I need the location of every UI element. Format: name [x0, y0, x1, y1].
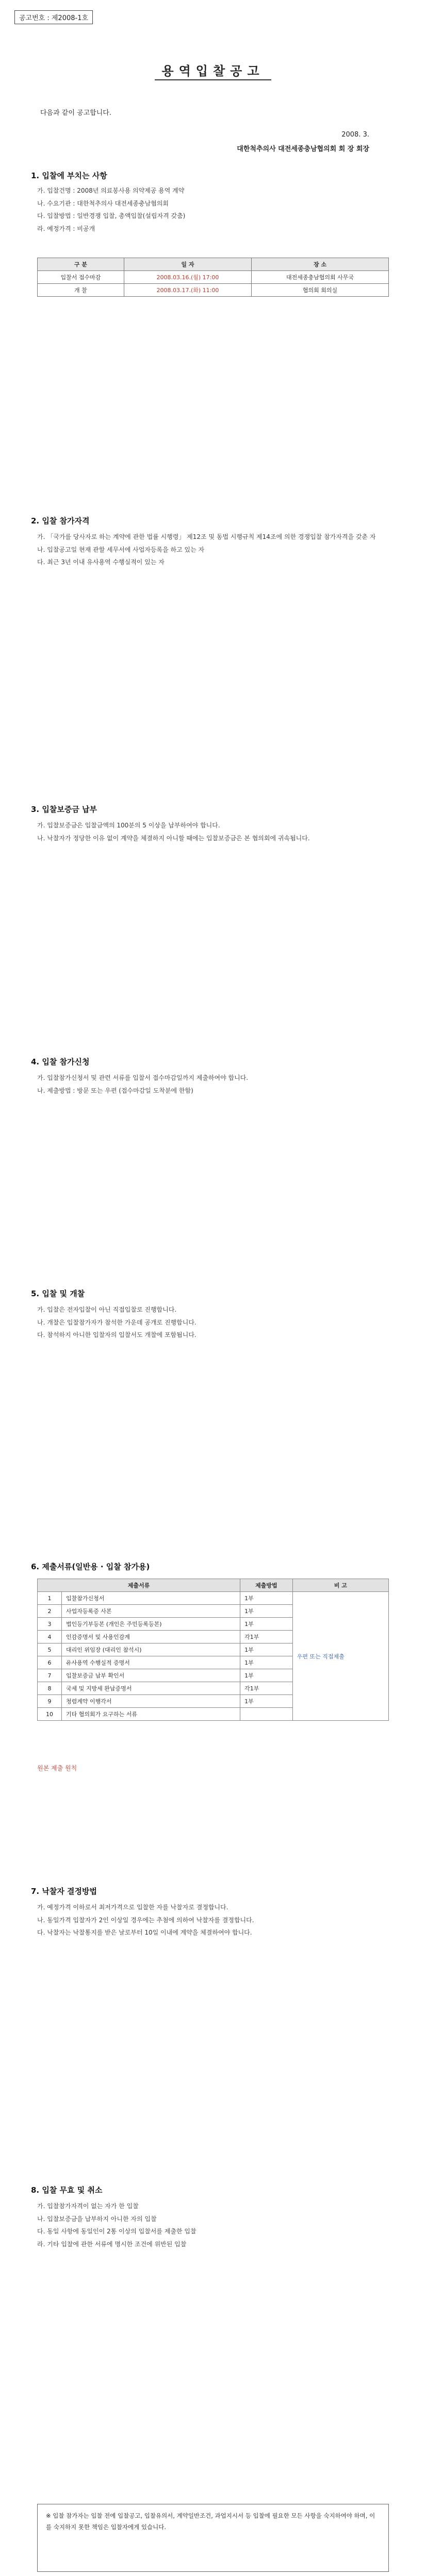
- lead-text: 다음과 같이 공고합니다.: [40, 109, 111, 117]
- table-header: 일 자: [124, 258, 251, 271]
- notice-box: [37, 2504, 389, 2572]
- section-body-7: 가. 예정가격 이하로서 최저가격으로 입찰한 자를 낙찰자로 결정합니다. 나. 동일가격 입찰자가 2인 이상일 경우에는 추첨에 의하여 낙찰자를 결정합니다. 다. 낙찰자는 낙찰통지를 받은 날로부터 10일 이내에 계약을 체결하여야 합니다.: [37, 1904, 254, 1937]
- section-body-2: 가. 「국가를 당사자로 하는 계약에 관한 법률 시행령」 제12조 및 동법 시행규칙 제14조에 의한 경쟁입찰 참가자격을 갖춘 자 나. 입찰공고일 현재 관할 세무서에 사업자등록을 하고 있는 자 다. 최근 3년 이내 유사용역 수행실적이 있는 자: [37, 533, 376, 566]
- row-number: 1: [38, 1592, 62, 1605]
- section-heading-8: 8. 입찰 무효 및 취소: [31, 2185, 103, 2195]
- row-number: 5: [38, 1643, 62, 1656]
- row-number: 10: [38, 1708, 62, 1721]
- table-cell: 2008.03.16.(월) 17:00: [124, 271, 251, 284]
- section-body-1: 가. 입찰건명 : 2008년 의료봉사용 의약제공 용역 계약 나. 수요기관 : 대한척추의사 대전세종충남협의회 다. 입찰방법 : 일반경쟁 입찰, 총액입찰(설립자격 갖춤) 라. 예정가격 : 비공개: [37, 187, 186, 232]
- announce-date: 2008. 3.: [341, 131, 369, 139]
- row-number: 3: [38, 1618, 62, 1631]
- document-count: 1부: [240, 1669, 293, 1682]
- table-cell: 대전세종충남협의회 사무국: [252, 271, 389, 284]
- document-name: 사업자등록증 사본: [62, 1605, 240, 1618]
- document-count: 각1부: [240, 1631, 293, 1643]
- row-number: 7: [38, 1669, 62, 1682]
- document-count: 1부: [240, 1618, 293, 1631]
- section-heading-7: 7. 낙찰자 결정방법: [31, 1887, 97, 1896]
- section-heading-5: 5. 입찰 및 개찰: [31, 1289, 85, 1298]
- document-count: 1부: [240, 1695, 293, 1708]
- schedule-table: [37, 258, 389, 297]
- submission-method: 우편 또는 직접제출: [292, 1592, 388, 1721]
- section-heading-4: 4. 입찰 참가신청: [31, 1057, 90, 1066]
- document-name: 인감증명서 및 사용인감계: [62, 1631, 240, 1643]
- document-name: 입찰참가신청서: [62, 1592, 240, 1605]
- documents-table: [37, 1579, 389, 1721]
- issuer-name: 대한척추의사 대전세종충남협의회 회 장 회장: [237, 145, 369, 153]
- section-heading-1: 1. 입찰에 부치는 사항: [31, 171, 107, 180]
- section-body-8: 가. 입찰참가자격이 없는 자가 한 입찰 나. 입찰보증금을 납부하지 아니한 자의 입찰 다. 동일 사항에 동일인이 2통 이상의 입찰서를 제출한 입찰 라. 기타 입찰에 관한 서류에 명시한 조건에 위반된 입찰: [37, 2202, 196, 2248]
- document-count: 1부: [240, 1592, 293, 1605]
- section-body-3: 가. 입찰보증금은 입찰금액의 100분의 5 이상을 납부하여야 합니다. 나. 낙찰자가 정당한 이유 없이 계약을 체결하지 아니할 때에는 입찰보증금은 본 협의회에 귀속됩니다.: [37, 822, 310, 842]
- page-title: 용역입찰공고: [161, 64, 265, 78]
- table-header: 제출방법: [240, 1579, 293, 1592]
- row-number: 9: [38, 1695, 62, 1708]
- notice-text: ※ 입찰 참가자는 입찰 전에 입찰공고, 입찰유의서, 계약일반조건, 과업지시서 등 입찰에 필요한 모든 사항을 숙지하여야 하며, 이를 숙지하지 못한 책임은 입찰자에게 있습니다.: [46, 2512, 375, 2531]
- doc-number: 공고번호 : 제2008-1호: [14, 10, 93, 24]
- table-cell: 개 찰: [38, 284, 124, 297]
- document-name: 유사용역 수행실적 증명서: [62, 1656, 240, 1669]
- table-row: [38, 271, 389, 284]
- document-count: 1부: [240, 1605, 293, 1618]
- table-header: 장 소: [252, 258, 389, 271]
- row-number: 4: [38, 1631, 62, 1643]
- row-number: 2: [38, 1605, 62, 1618]
- document-name: 법인등기부등본 (개인은 주민등록등본): [62, 1618, 240, 1631]
- section-heading-3: 3. 입찰보증금 납부: [31, 805, 97, 814]
- table-cell: 협의회 회의실: [252, 284, 389, 297]
- table-row: [38, 284, 389, 297]
- table-header: 비 고: [292, 1579, 388, 1592]
- document-count: [240, 1708, 293, 1721]
- section-heading-6: 6. 제출서류(일반용 · 입찰 참가용): [31, 1562, 150, 1571]
- document-name: 기타 협의회가 요구하는 서류: [62, 1708, 240, 1721]
- section-heading-2: 2. 입찰 참가자격: [31, 516, 90, 526]
- table-header-row: [38, 1579, 389, 1592]
- documents-note: 원본 제출 원칙: [37, 1765, 77, 1772]
- document-count: 각1부: [240, 1682, 293, 1695]
- table-cell: 입찰서 접수마감: [38, 271, 124, 284]
- section-body-5: 가. 입찰은 전자입찰이 아닌 직접입찰로 진행합니다. 나. 개찰은 입찰참가자가 참석한 가운데 공개로 진행합니다. 다. 참석하지 아니한 입찰자의 입찰서도 개찰에 포함됩니다.: [37, 1306, 196, 1339]
- document-name: 청렴계약 이행각서: [62, 1695, 240, 1708]
- document-count: 1부: [240, 1656, 293, 1669]
- document-name: 대리인 위임장 (대리인 참석시): [62, 1643, 240, 1656]
- document-count: 1부: [240, 1643, 293, 1656]
- title-underline: [155, 79, 271, 80]
- row-number: 8: [38, 1682, 62, 1695]
- row-number: 6: [38, 1656, 62, 1669]
- section-body-4: 가. 입찰참가신청서 및 관련 서류를 입찰서 접수마감일까지 제출하여야 합니다. 나. 제출방법 : 방문 또는 우편 (접수마감일 도착분에 한함): [37, 1074, 249, 1094]
- document-name: 입찰보증금 납부 확인서: [62, 1669, 240, 1682]
- table-row: [38, 1592, 389, 1605]
- table-header: 제출서류: [38, 1579, 240, 1592]
- table-cell: 2008.03.17.(화) 11:00: [124, 284, 251, 297]
- table-header-row: [38, 258, 389, 271]
- table-header: 구 분: [38, 258, 124, 271]
- document-name: 국세 및 지방세 완납증명서: [62, 1682, 240, 1695]
